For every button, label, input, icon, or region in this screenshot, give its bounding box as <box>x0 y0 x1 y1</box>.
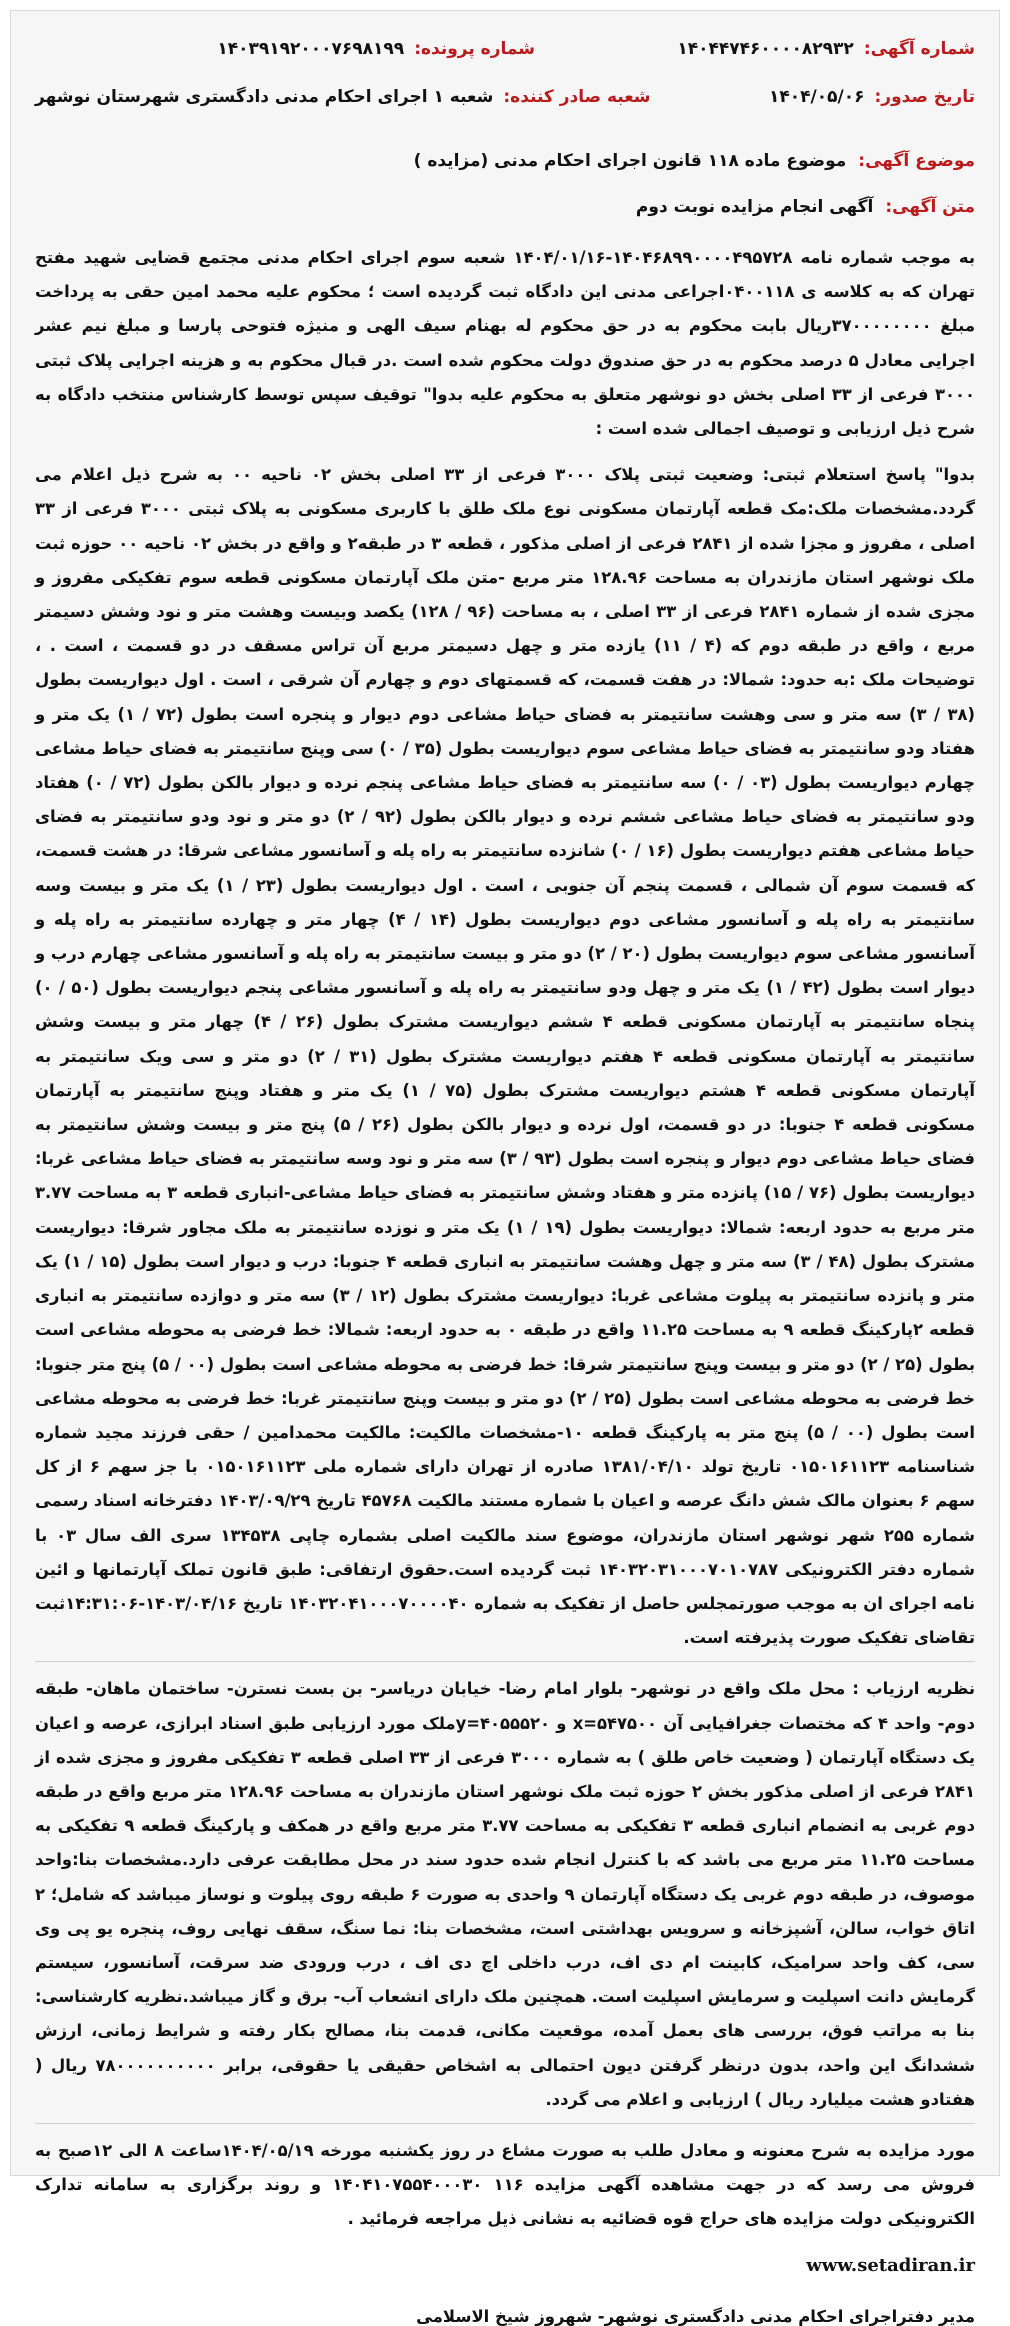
topic-row <box>35 151 975 197</box>
issue-date-label: تاریخ صدور: <box>874 87 975 107</box>
issue-date-value: ۱۴۰۴/۰۵/۰۶ <box>769 87 865 107</box>
ad-number-value: ۱۴۰۴۴۷۴۶۰۰۰۰۸۲۹۳۲ <box>677 39 854 59</box>
issuer-value: شعبه ۱ اجرای احکام مدنی دادگستری شهرستان نوشهر <box>35 87 494 107</box>
case-number-value: ۱۴۰۳۹۱۹۲۰۰۰۷۶۹۸۱۹۹ <box>217 39 405 59</box>
notice-title: آگهی انجام مزایده نوبت دوم <box>635 197 874 217</box>
auction-notice-document <box>10 10 1000 2326</box>
paragraph-auction-date: مورد مزایده به شرح معنونه و معادل طلب به صورت مشاع در روز یکشنبه مورخه ۱۴۰۴/۰۵/۱۹ساعت ۸ الی ۱۲صبح به فروش می رسد که در جهت مشاهده آگهی مزایده ۱۱۶ ۱۴۰۴۱۰۷۵۵۴۰۰۰۳۰ و روند برگزاری به سامانه تدارک الکترونیکی دولت مزایده های حراج قوه قضائیه به نشانی ذیل مراجعه فرمائید . <box>35 2140 975 2229</box>
issue-date <box>651 87 975 107</box>
case-number-label: شماره پرونده: <box>414 39 535 59</box>
paragraph-appraisal: نظریه ارزیاب : محل ملک واقع در نوشهر- بلوار امام رضا- خیابان دریاسر- بن بست نسترن- ساختمان ماهان- طبقه دوم- واحد ۴ که مختصات جغرافیایی آن x=۵۴۷۵۰۰ و y=۴۰۵۵۵۲۰ملک مورد ارزیابی طبق اسناد ابرازی، عرصه و اعیان یک دستگاه آپارتمان ( وضعیت خاص طلق ) به شماره ۳۰۰۰ فرعی از ۳۳ اصلی قطعه ۳ تفکیکی مفروز و مجزی شده از ۲۸۴۱ فرعی از اصلی مذکور بخش ۲ حوزه ثبت ملک نوشهر استان مازندران به مساحت ۱۲۸.۹۶ متر مربع واقع در طبقه دوم غربی به انضمام انباری قطعه ۳ تفکیکی به مساحت ۳.۷۷ متر مربع واقع در همکف و پارکینگ قطعه ۹ تفکیکی به مساحت ۱۱.۲۵ متر مربع می باشد که با کنترل انجام شده حدود سند در محل مطابقت عرفی دارد.مشخصات بنا:واحد موصوف، در طبقه دوم غربی یک دستگاه آپارتمان ۹ واحدی به صورت ۶ طبقه روی پیلوت و نوساز میباشد که شامل؛ ۲ اتاق خواب، سالن، آشپزخانه و سرویس بهداشتی است، مشخصات بنا: نما سنگ، سقف نهایی روف، پنجره یو پی وی سی، کف واحد سرامیک، کابینت ام دی اف، درب داخلی اچ دی اف ، درب ورودی ضد سرقت، آسانسور، سیستم گرمایش دانت اسپلیت و سرمایش اسپلیت است. همچنین ملک دارای انشعاب آب- برق و گاز میباشد.نظریه کارشناسی: بنا به مراتب فوق، بررسی های بعمل آمده، موقعیت مکانی، قدمت بنا، مصالح بکار رفته و شرایط زمانی، ارزش ششدانگ این واحد، بدون درنظر گرفتن دیون احتمالی به اشخاص حقیقی یا حقوقی، برابر ۷۸۰۰۰۰۰۰۰۰۰۰ ریال ( هفتادو هشت میلیارد ریال ) ارزیابی و اعلام می گردد. <box>35 1679 976 2109</box>
website-link[interactable]: www.setadiran.ir <box>806 2254 975 2276</box>
ad-number-label: شماره آگهی: <box>863 39 975 59</box>
ad-number <box>535 39 975 59</box>
paragraph-judgment: به موجب شماره نامه ۱۴۰۴۶۸۹۹۰۰۰۰۴۹۵۷۲۸-۱۴۰۴/۰۱/۱۶ شعبه سوم اجرای احکام مدنی مجتمع قضایی شهید مفتح تهران که به کلاسه ی ۰۴۰۰۱۱۸اجراعی مدنی این دادگاه ثبت گردیده است ؛ محکوم علیه محمد امین حقی به پرداخت مبلغ ۳۷۰۰۰۰۰۰۰۰ریال بابت محکوم به در حق محکوم له بهنام سیف الهی و منیژه فتوحی پارسا و مبلغ نیم عشر اجرایی معادل ۵ درصد محکوم به در حق صندوق دولت محکوم شده است .در قبال محکوم به و هزینه اجرایی پلاک ثبتی ۳۰۰۰ فرعی از ۳۳ اصلی بخش دو نوشهر متعلق به محکوم علیه بدوا" توقیف سپس توسط کارشناس منتخب دادگاه به شرح ذیل ارزیابی و توصیف اجمالی شده است : <box>35 248 976 439</box>
notice-text-label: متن آگهی: <box>885 197 975 217</box>
case-number <box>217 39 535 59</box>
header-row-2 <box>35 87 975 135</box>
topic-value: موضوع ماده ۱۱۸ قانون اجرای احکام مدنی (مزایده ) <box>413 151 847 171</box>
header-row-1 <box>35 39 975 87</box>
divider <box>35 1661 975 1662</box>
signature-line: مدیر دفتراجرای احکام مدنی دادگستری نوشهر- شهروز شیخ الاسلامی <box>416 2306 975 2326</box>
issuer <box>35 87 651 107</box>
issuer-label: شعبه صادر کننده: <box>503 87 651 107</box>
notice-title-row <box>35 197 975 241</box>
topic-label: موضوع آگهی: <box>858 151 975 171</box>
divider <box>35 2123 975 2124</box>
paragraph-registry-inquiry: بدوا" پاسخ استعلام ثبتی: وضعیت ثبتی پلاک ۳۰۰۰ فرعی از ۳۳ اصلی بخش ۰۲ ناحیه ۰۰ به شرح ذیل اعلام می گردد.مشخصات ملک:مک قطعه آپارتمان مسکونی نوع ملک طلق با کاربری مسکونی به پلاک ثبتی ۳۰۰۰ فرعی از ۳۳ اصلی ، مفروز و مجزا شده از ۲۸۴۱ فرعی از اصلی مذکور ، قطعه ۳ در طبقه۲ و واقع در بخش ۰۲ ناحیه ۰۰ حوزه ثبت ملک نوشهر استان مازندران به مساحت ۱۲۸.۹۶ متر مربع -متن ملک آپارتمان مسکونی قطعه سوم تفکیکی مفروز و مجزی شده از شماره ۲۸۴۱ فرعی از ۳۳ اصلی ، به مساحت (۹۶ / ۱۲۸) یکصد وبیست وهشت متر و نود وشش دسیمتر مربع ، واقع در طبقه دوم که (۴ / ۱۱) یازده متر و چهل دسیمتر مربع آن تراس مسقف در دو قسمت ، است . ، توضیحات ملک :به حدود: شمالا: در هفت قسمت، که قسمتهای دوم و چهارم آن شرقی ، است . اول دیواریست بطول (۳۸ / ۳) سه متر و سی وهشت سانتیمتر به فضای حیاط مشاعی دوم دیوار و پنجره است بطول (۷۲ / ۱) یک متر و هفتاد ودو سانتیمتر به فضای حیاط مشاعی سوم دیواریست بطول (۳۵ / ۰) سی وپنج سانتیمتر به فضای حیاط مشاعی چهارم دیواریست بطول (۰۳ / ۰) سه سانتیمتر به فضای حیاط مشاعی پنجم نرده و دیوار بالکن بطول (۷۲ / ۰) هفتاد ودو سانتیمتر به فضای حیاط مشاعی ششم نرده و دیوار بالکن بطول (۹۲ / ۲) دو متر و نود ودو سانتیمتر به فضای حیاط مشاعی هفتم دیواریست بطول (۱۶ / ۰) شانزده سانتیمتر به راه پله و آسانسور مشاعی شرقا: در هشت قسمت، که قسمت سوم آن شمالی ، قسمت پنجم آن جنوبی ، است . اول دیواریست بطول (۲۳ / ۱) یک متر و بیست وسه سانتیمتر به راه پله و آسانسور مشاعی دوم دیواریست بطول (۱۴ / ۴) چهار متر و چهارده سانتیمتر به راه پله و آسانسور مشاعی سوم دیواریست بطول (۲۰ / ۲) دو متر و بیست سانتیمتر به راه پله و آسانسور مشاعی چهارم درب و دیوار است بطول (۴۲ / ۱) یک متر و چهل ودو سانتیمتر به راه پله و آسانسور مشاعی پنجم دیواریست بطول (۵۰ / ۰) پنجاه سانتیمتر به آپارتمان مسکونی قطعه ۴ ششم دیواریست مشترک بطول (۲۶ / ۴) چهار متر و بیست وشش سانتیمتر به آپارتمان مسکونی قطعه ۴ هفتم دیواریست مشترک بطول (۳۱ / ۲) دو متر و سی ویک سانتیمتر به آپارتمان مسکونی قطعه ۴ هشتم دیواریست مشترک بطول (۷۵ / ۱) یک متر و هفتاد وپنج سانتیمتر به آپارتمان مسکونی قطعه ۴ جنوبا: در دو قسمت، اول نرده و دیوار بالکن بطول (۲۶ / ۵) پنج متر و بیست وشش سانتیمتر به فضای حیاط مشاعی دوم دیوار و پنجره است بطول (۹۳ / ۳) سه متر و نود وسه سانتیمتر به فضای حیاط مشاعی غربا: دیواریست بطول (۷۶ / ۱۵) پانزده متر و هفتاد وشش سانتیمتر به فضای حیاط مشاعی-انباری قطعه ۳ به مساحت ۳.۷۷ متر مربع به حدود اربعه: شمالا: دیواریست بطول (۱۹ / ۱) یک متر و نوزده سانتیمتر به ملک مجاور شرقا: دیواریست مشترک بطول (۴۸ / ۳) سه متر و چهل وهشت سانتیمتر به انباری قطعه ۴ جنوبا: درب و دیوار است بطول (۱۵ / ۱) یک متر و پانزده سانتیمتر به پیلوت مشاعی غربا: دیواریست مشترک بطول (۱۲ / ۳) سه متر و دوازده سانتیمتر به انباری قطعه ۲پارکینگ قطعه ۹ به مساحت ۱۱.۲۵ واقع در طبقه ۰ به حدود اربعه: شمالا: خط فرضی به محوطه مشاعی است بطول (۲۵ / ۲) دو متر و بیست وپنج سانتیمتر شرقا: خط فرضی به محوطه مشاعی است بطول (۰۰ / ۵) پنج متر جنوبا: خط فرضی به محوطه مشاعی است بطول (۲۵ / ۲) دو متر و بیست وپنج سانتیمتر غربا: خط فرضی به محوطه مشاعی است بطول (۰۰ / ۵) پنج متر به پارکینگ قطعه ۱۰-مشخصات مالکیت: مالکیت محمدامین / حقی فرزند مجید شماره شناسنامه ۰۱۵۰۱۶۱۱۲۳ تاریخ تولد ۱۳۸۱/۰۴/۱۰ صادره از تهران دارای شماره ملی ۰۱۵۰۱۶۱۱۲۳ با جز سهم ۶ از کل سهم ۶ بعنوان مالک شش دانگ عرصه و اعیان با شماره مستند مالکیت ۴۵۷۶۸ تاریخ ۱۴۰۳/۰۹/۲۹ دفترخانه اسناد رسمی شماره ۲۵۵ شهر نوشهر استان مازندران، موضوع سند مالکیت اصلی بشماره چاپی ۱۳۴۵۳۸ سری الف سال ۰۳ با شماره دفتر الکترونیکی ۱۴۰۳۲۰۳۱۰۰۰۷۰۱۰۷۸۷ ثبت گردیده است.حقوق ارتفاقی: طبق قانون تملک آپارتمانها و ائین نامه اجرای ان به موجب صورتمجلس حاصل از تفکیک به شماره ۱۴۰۳۲۰۴۱۰۰۰۷۰۰۰۰۴۰ تاریخ ۱۴۰۳/۰۴/۱۶-۱۴:۳۱:۰۶ثبت تقاضای تفکیک صورت پذیرفته است. <box>35 465 976 1648</box>
